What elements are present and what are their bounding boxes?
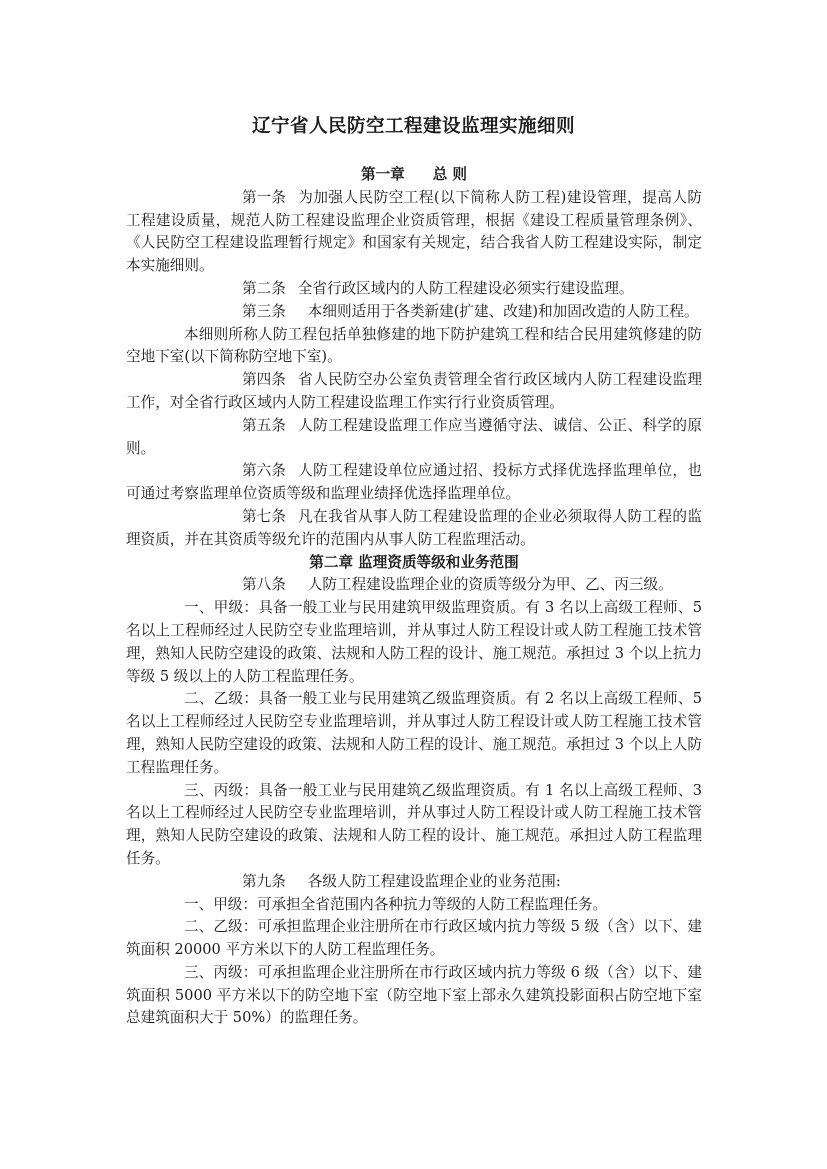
article-label: 第七条 [242,507,286,525]
grade-c-qualification: 三、丙级：具备一般工业与民用建筑乙级监理资质。有 1 名以上高级工程师、3 名以上工程师经过人民防空专业监理培训，并从事过人防工程设计或人防工程施工技术管理，熟知人民防空建设的政策、法规和人防工程的设计、施工规范。承担过人防工程监理任务。 [126,781,702,867]
document-title: 辽宁省人民防空工程建设监理实施细则 [251,116,575,137]
article-label: 第八条 [242,576,286,594]
article-6 [126,460,702,506]
article-label: 第九条 [242,872,286,890]
article-text: 本细则适用于各类新建(扩建、改建)和加固改造的人防工程。 [307,302,699,320]
article-text: 省人民防空办公室负责管理全省行政区域内人防工程建设监理工作，对全省行政区域内人防工程建设监理工作实行行业资质管理。 [126,371,702,411]
article-4 [126,369,702,415]
article-label: 第五条 [242,416,286,434]
grade-a-qualification: 一、甲级：具备一般工业与民用建筑甲级监理资质。有 3 名以上高级工程师、5 名以上工程师经过人民防空专业监理培训，并从事过人防工程设计或人防工程施工技术管理，熟知人民防空建设的政策、法规和人防工程的设计、施工规范。承担过 3 个以上抗力等级 5 级以上的人防工程监理任务。 [126,599,702,685]
article-text: 人防工程建设监理企业的资质等级分为甲、乙、丙三级。 [307,576,673,594]
article-label: 第四条 [242,371,286,389]
article-3 [126,301,702,324]
grade-b-scope: 二、乙级：可承担监理企业注册所在市行政区域内抗力等级 5 级（含）以下、建筑面积 20000 平方米以下的人防工程监理任务。 [126,918,702,959]
article-text: 凡在我省从事人防工程建设监理的企业必须取得人防工程的监理资质，并在其资质等级允许的范围内从事人防工程监理活动。 [126,507,702,548]
article-text: 各级人防工程建设监理企业的业务范围: [307,872,561,890]
article-7 [126,506,702,552]
article-label: 第一条 [242,188,286,206]
article-label: 第三条 [242,302,286,320]
article-label: 第六条 [242,462,286,480]
chapter-1-heading [126,164,702,187]
grade-b-qualification: 二、乙级：具备一般工业与民用建筑乙级监理资质。有 2 名以上高级工程师、5 名以上工程师经过人民防空专业监理培训，并从事过人防工程设计或人防工程施工技术管理，熟知人民防空建设的政策、法规和人防工程的设计、施工规范。承担过 3 个以上人防工程监理任务。 [126,690,702,776]
article-label: 第二条 [242,279,286,297]
chapter-1-name: 总 则 [432,166,468,183]
chapter-2-heading: 第二章 监理资质等级和业务范围 [309,553,519,571]
article-text: 全省行政区域内的人防工程建设必须实行建设监理。 [297,279,634,297]
article-3-extra: 本细则所称人防工程包括单独修建的地下防护建筑工程和结合民用建筑修建的防空地下室(以下简称防空地下室)。 [126,325,702,366]
chapter-1-label: 第一章 [360,166,405,183]
grade-c-scope: 三、丙级：可承担监理企业注册所在市行政区域内抗力等级 6 级（含）以下、建筑面积 5000 平方米以下的防空地下室（防空地下室上部永久建筑投影面积占防空地下室总建筑面积大于 50%）的监理任务。 [126,963,702,1027]
article-text: 为加强人民防空工程(以下简称人防工程)建设管理，提高人防工程建设质量，规范人防工程建设监理企业资质管理，根据《建设工程质量管理条例》、《人民防空工程建设监理暂行规定》和国家有关规定，结合我省人防工程建设实际，制定本实施细则。 [126,188,702,275]
article-text: 人防工程建设单位应通过招、投标方式择优选择监理单位，也可通过考察监理单位资质等级和监理业绩择优选择监理单位。 [126,462,702,503]
article-5 [126,415,702,461]
document-body [126,164,702,1030]
article-2 [126,278,702,301]
article-1 [126,187,702,278]
article-8 [126,574,702,597]
article-text: 人防工程建设监理工作应当遵循守法、诚信、公正、科学的原则。 [126,416,702,457]
article-9 [126,871,702,894]
grade-a-scope: 一、甲级：可承担全省范围内各种抗力等级的人防工程监理任务。 [184,895,608,913]
